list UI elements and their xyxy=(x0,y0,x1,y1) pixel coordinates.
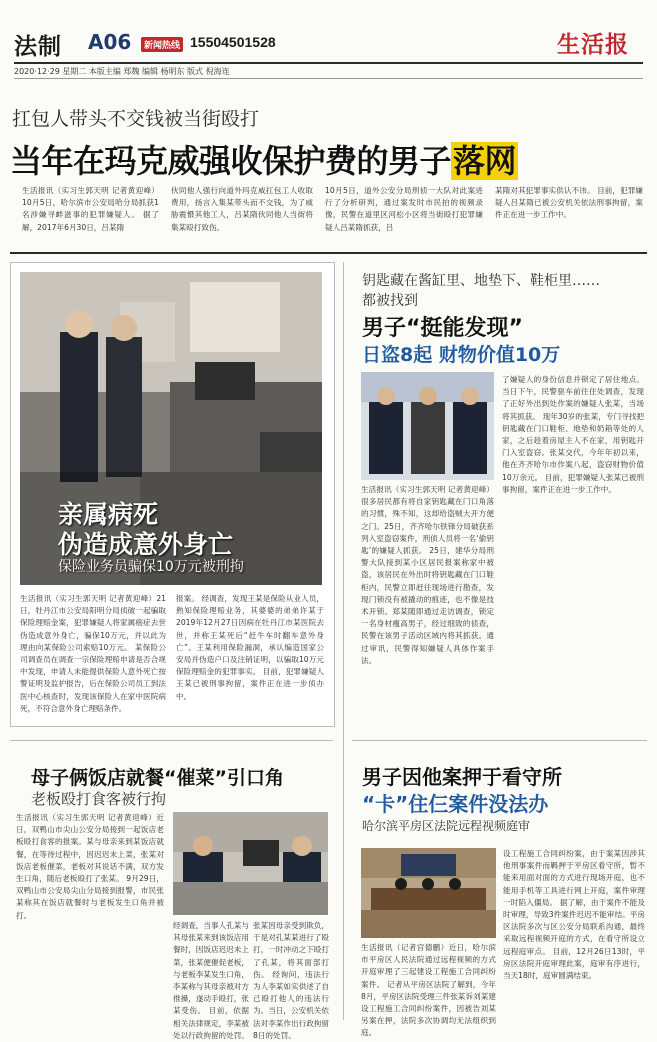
lead-kicker: 扛包人带头不交钱被当街殴打 xyxy=(12,108,260,130)
story4-subhead: 哈尔滨平房区法院远程视频庭审 xyxy=(362,819,531,833)
story2-headline: 男子“挺能发现” xyxy=(362,316,523,341)
story2-kicker-1: 钥匙藏在酱缸里、地垫下、鞋柜里…… xyxy=(362,273,600,289)
lower-left-rule xyxy=(10,740,333,741)
story3-column-3: 张某因母亲受到欺负，于是对孔某某进行了殴打，一时冲动之下殴打了孔某，将其面部打伤。 经询问，违法行为人李某如实供述了自己殴打他人的违法行为。当日，公安机关依法对李某作出行政拘留8日的处罚。 xyxy=(253,921,329,1040)
story4-headline-2: “卡”住仨案件没法办 xyxy=(362,792,549,816)
page-code: A06 xyxy=(88,30,132,54)
story1-column-2: 报案。 经调查，发现王某是保险从业人员，熟知保险理赔业务，其婆婆的弟弟许某于2019年12月27日因病在牡丹江市某医院去世，并称王某死后“赶牛车时翻车意外身亡”。王某利用保险漏洞，承认编造国家公安局并伪造户口及注销证明，以骗取10万元保险理赔金的犯罪事实。 目前，犯罪嫌疑人王某已被刑事拘留，案件正在进一步侦办中。 xyxy=(176,594,324,701)
lead-bottom-rule xyxy=(10,252,647,254)
story2-photo xyxy=(361,372,494,480)
story3-headline: 母子俩饭店就餐“催菜”引口角 xyxy=(31,767,284,789)
story4-column-2: 设工程施工合同纠纷案，由于案某因涉其他刑事案件而羁押于平房区看守所，暂不能来用面对面的方式进行现场开庭，也不能用手机等工具进行网上开庭，案件审理一时陷入僵局。 据了解，由于案件不能及时审理，导致3件案件迟迟不能审结。平房区法院多次与区公安分局联系沟通，最终采取远程视频开庭的方式，在看守所设立远程庭审点。 目前，12月26日13时，平房区法院开庭审理此案，庭审有序进行，当天18时，庭审圆满结束。 xyxy=(503,849,645,981)
lead-headline xyxy=(10,136,518,182)
lead-column-3: 10月5日，道外公安分局刑侦一大队对此案进行了分析研判，通过案发时市民拍的视频录像，民警在道里区河松小区将当街殴打犯罪嫌疑人吕某隋抓获，吕 xyxy=(325,186,483,232)
hotline-badge: 新闻热线 xyxy=(141,37,183,52)
lead-headline-main: 当年在玛克威强收保护费的男子 xyxy=(10,142,452,180)
story2-column-2: 了嫌疑人的身份信息并锁定了居住地点。当日下午，民警驱车前往住处调查，发现了正好外出到处作案的嫌疑人张某，当场将其抓获。 现年30岁的张某，专门寻找把钥匙藏在门口鞋柜、地垫和奶箱等处的人家，之后趁着房屋主人不在家，用钥匙开门入室盗窃。张某交代，今年年初以来，他在齐齐哈尔市作案八起，盗窃财物价值10万余元。 目前，犯罪嫌疑人张某已被刑事拘留，案件正在进一步工作中。 xyxy=(502,375,644,494)
story1-headline-1: 亲属病死 xyxy=(58,500,159,529)
lead-column-4: 某隋对其犯罪事实供认不讳。 目前，犯罪嫌疑人吕某隋已被公安机关依法刑事拘留，案件正在进一步工作中。 xyxy=(495,186,643,220)
story4-photo xyxy=(361,848,496,938)
hotline-number: 15504501528 xyxy=(190,34,276,50)
story3-subhead: 老板殴打食客被行拘 xyxy=(31,790,167,808)
header-rule xyxy=(14,62,643,64)
story3-photo xyxy=(173,812,328,915)
story2-kicker-2: 都被找到 xyxy=(362,293,418,309)
dateline: 2020·12·29 星期二 本版主编 郑魏 编辑 杨明东 版式 倪海连 xyxy=(14,67,230,76)
newspaper-logo: 生活报 xyxy=(557,31,629,58)
story1-headline-2: 伪造成意外身亡 xyxy=(58,530,234,559)
vertical-divider xyxy=(343,262,344,1020)
lead-column-1: 生活报讯（实习生郭天明 记者黄迎峰）10月5日，哈尔滨市公安局哈分局抓获1名涉嫌寻衅滋事的犯罪嫌疑人。 据了解，2017年6月30日，吕某隋 xyxy=(22,186,159,232)
story2-subhead: 日盗8起 财物价值10万 xyxy=(362,344,561,366)
story1-subhead: 保险业务员骗保10万元被刑拘 xyxy=(58,559,244,575)
story2-column-1: 生活报讯（实习生郭天明 记者黄迎峰）很多居民都有将自家钥匙藏在门口角落的习惯，殊不知，这却给盗贼大开方便之门。25日，齐齐哈尔铁锋分局破获系列入室盗窃案件，刑侦人员将一名‘偷钥匙’的嫌疑人抓获。 25日，建华分局刑警大队接到某小区居民报案称家中被盗，该居民在外出时将钥匙藏在门口鞋柜内，民警立即赶往现场进行勘查，发现门锁没有被撬动的痕迹，也不像是技术开锁。郑某随即通过走访调查，锁定一名身材瘦高男子，经过细致的侦查，民警在该男子活动区域内将其抓获。通过审讯，民警得知嫌疑人具体作案手法。 xyxy=(361,485,494,665)
police-interview-illustration xyxy=(173,812,328,915)
lead-column-2: 伙同他人强行向道外玛克威扛包工人收取费用，扬言入集某带头而不交钱，为了威胁震慑其他工人，吕某隋伙同他人当街将集某殴打致伤。 xyxy=(171,186,313,232)
lower-right-rule xyxy=(352,740,647,741)
story4-column-1: 生活报讯（记者宫德鹏）近日，哈尔滨市平房区人民法院通过远程视频的方式开庭审理了三起建设工程施工合同纠纷案件。 记者从平房区法院了解到，今年8月，平房区法院受理三件张某诉刘某建设工程施工合同纠纷案件，因被告刘某另案在押，法院多次协调均无法组织到庭。 xyxy=(361,943,496,1038)
police-arrest-illustration xyxy=(361,372,494,480)
section-title: 法制 xyxy=(14,34,62,60)
dateline-rule xyxy=(14,78,643,79)
story4-headline-1: 男子因他案押于看守所 xyxy=(362,765,562,789)
story3-column-2: 经调查，当事人孔某与其母张某来到该饭店用餐时，因饭店迟迟未上菜，张某便催促老板，与老板李某发生口角，李某称与其母亲被对方推搡，遂动手殴打，张某受伤。 目前，依据相关法律规定，李某被处以行政拘留的处罚。 xyxy=(173,921,249,1040)
courtroom-illustration xyxy=(361,848,496,938)
story1-column-1: 生活报讯（实习生郭天明 记者黄迎峰）21日，牡丹江市公安局阳明分局侦破一起骗取保险理赔金案，犯罪嫌疑人将家属癌症去世伪造成意外身亡，骗保10万元，并以此为理由向某保险公司索赔10万元。 某保险公司调查员在调查一宗保险理赔申请是否合规中发现，申请人未能提供保险人意外死亡按警证明及监护报告，后在保险公司员工到法医中心核查时，发现该保险人在家中医院病死，不符合意外身亡理赔条件。 xyxy=(20,594,166,713)
story3-column-1: 生活报讯（实习生郭天明 记者黄迎峰）近日，双鸭山市尖山公安分局接到一起饭店老板殴打食客的报案。某与母亲来到某饭店就餐，在等待过程中，因迟迟未上菜，张某对饭店老板催菜，老板对其说话不满，双方发生口角，随后老板殴打了张某。 9月29日，双鸭山市公安局尖山分局接到报警，市民张某称其在饭店就餐时与老板发生口角并被打。 xyxy=(16,813,164,920)
lead-headline-highlight: 落网 xyxy=(453,142,517,180)
